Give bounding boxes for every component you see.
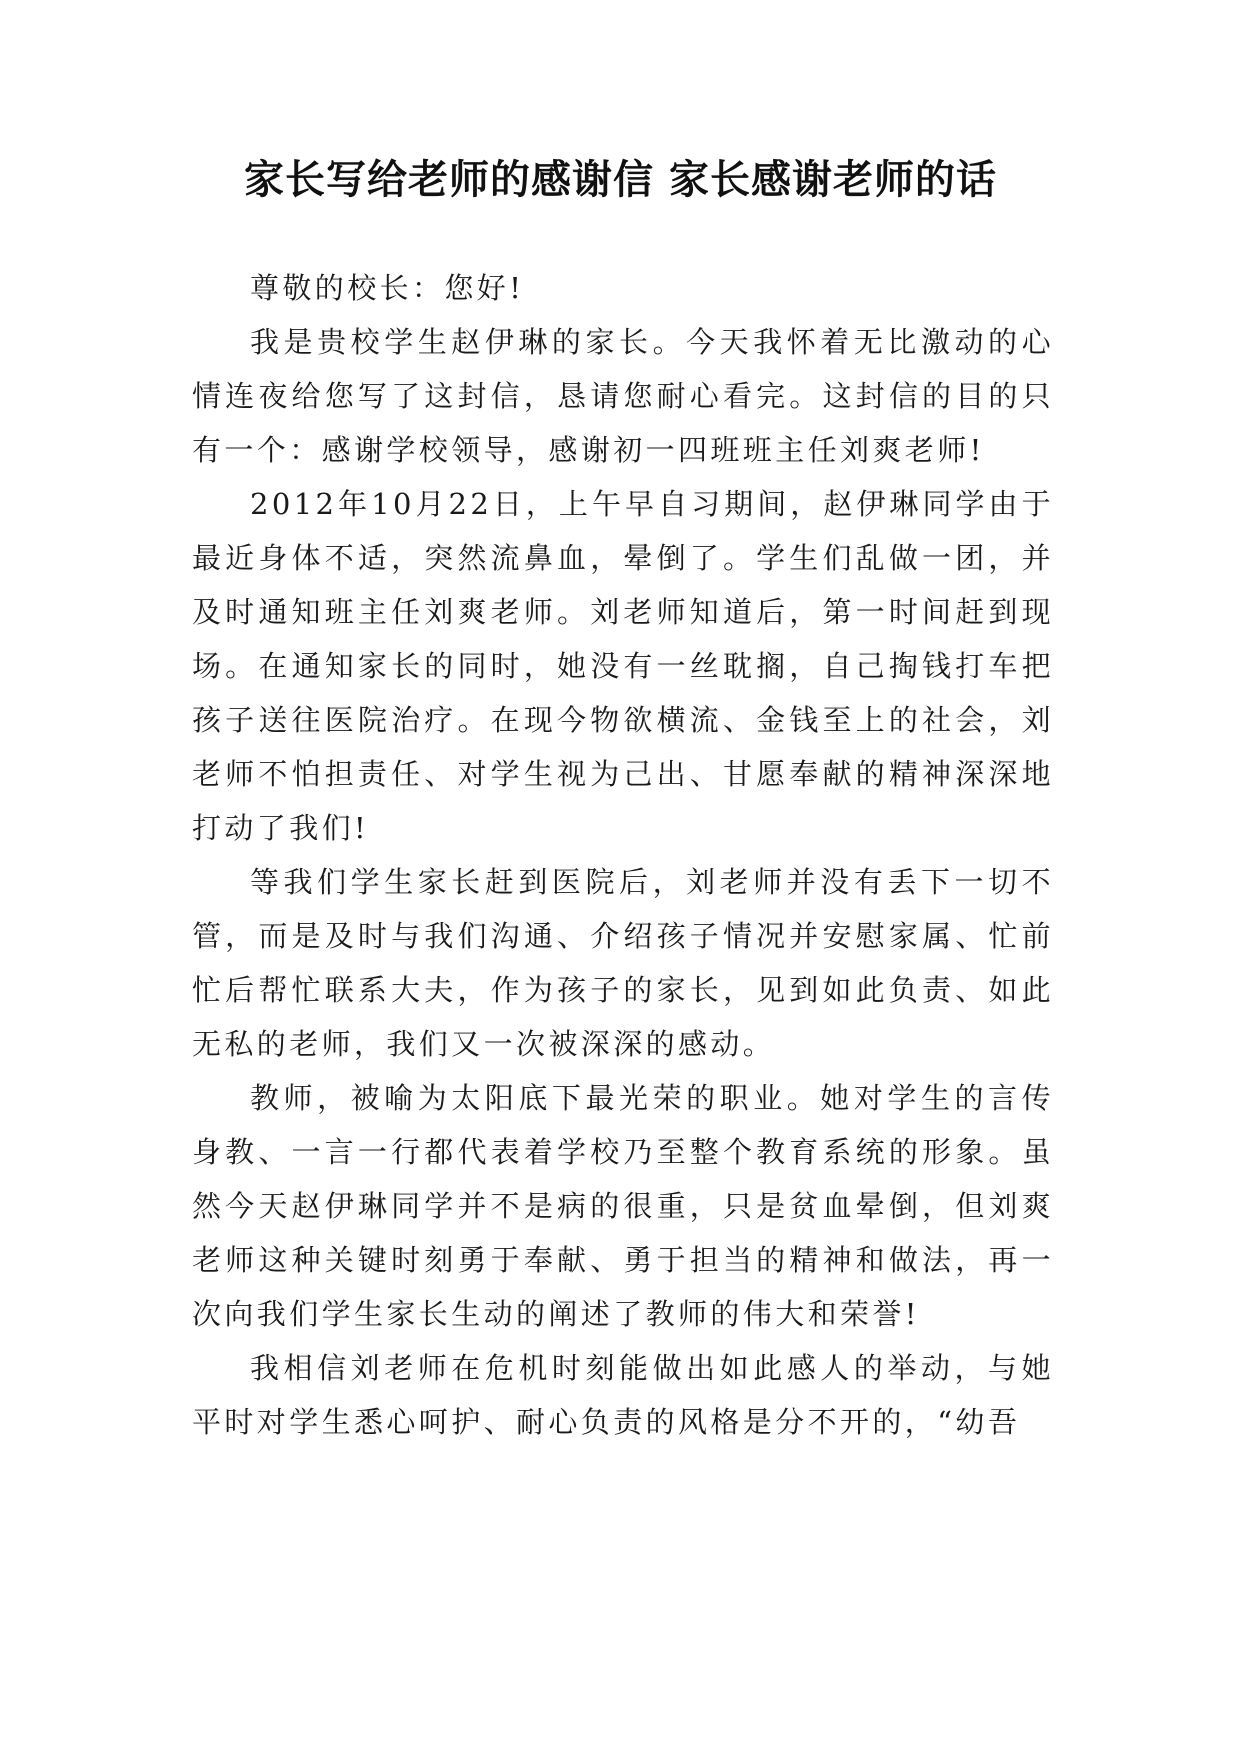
document-title: 家长写给老师的感谢信 家长感谢老师的话 [244, 156, 997, 203]
paragraph-teacher-role: 教师，被喻为太阳底下最光荣的职业。她对学生的言传身教、一言一行都代表着学校乃至整个教育系统的形象。虽然今天赵伊琳同学并不是病的很重，只是贫血晕倒，但刘爽老师这种关键时刻勇于奉献、勇于担当的精神和做法，再一次向我们学生家长生动的阐述了教师的伟大和荣誉! [192, 1081, 1054, 1331]
letter-body [192, 261, 1054, 1449]
paragraph-greeting: 尊敬的校长：您好! [250, 271, 525, 305]
paragraph-hospital: 等我们学生家长赶到医院后，刘老师并没有丢下一切不管，而是及时与我们沟通、介绍孩子情况并安慰家属、忙前忙后帮忙联系大夫，作为孩子的家长，见到如此负责、如此无私的老师，我们又一次被深深的感动。 [192, 865, 1054, 1061]
paragraph-introduction: 我是贵校学生赵伊琳的家长。今天我怀着无比激动的心情连夜给您写了这封信，恳请您耐心看完。这封信的目的只有一个：感谢学校领导，感谢初一四班班主任刘爽老师! [192, 325, 1054, 467]
paragraph-incident: 2012年10月22日，上午早自习期间，赵伊琳同学由于最近身体不适，突然流鼻血，晕倒了。学生们乱做一团，并及时通知班主任刘爽老师。刘老师知道后，第一时间赶到现场。在通知家长的同时，她没有一丝耽搁，自己掏钱打车把孩子送往医院治疗。在现今物欲横流、金钱至上的社会，刘老师不怕担责任、对学生视为己出、甘愿奉献的精神深深地打动了我们! [192, 487, 1054, 845]
paragraph-belief: 我相信刘老师在危机时刻能做出如此感人的举动，与她平时对学生悉心呵护、耐心负责的风格是分不开的，“幼吾 [192, 1351, 1054, 1439]
